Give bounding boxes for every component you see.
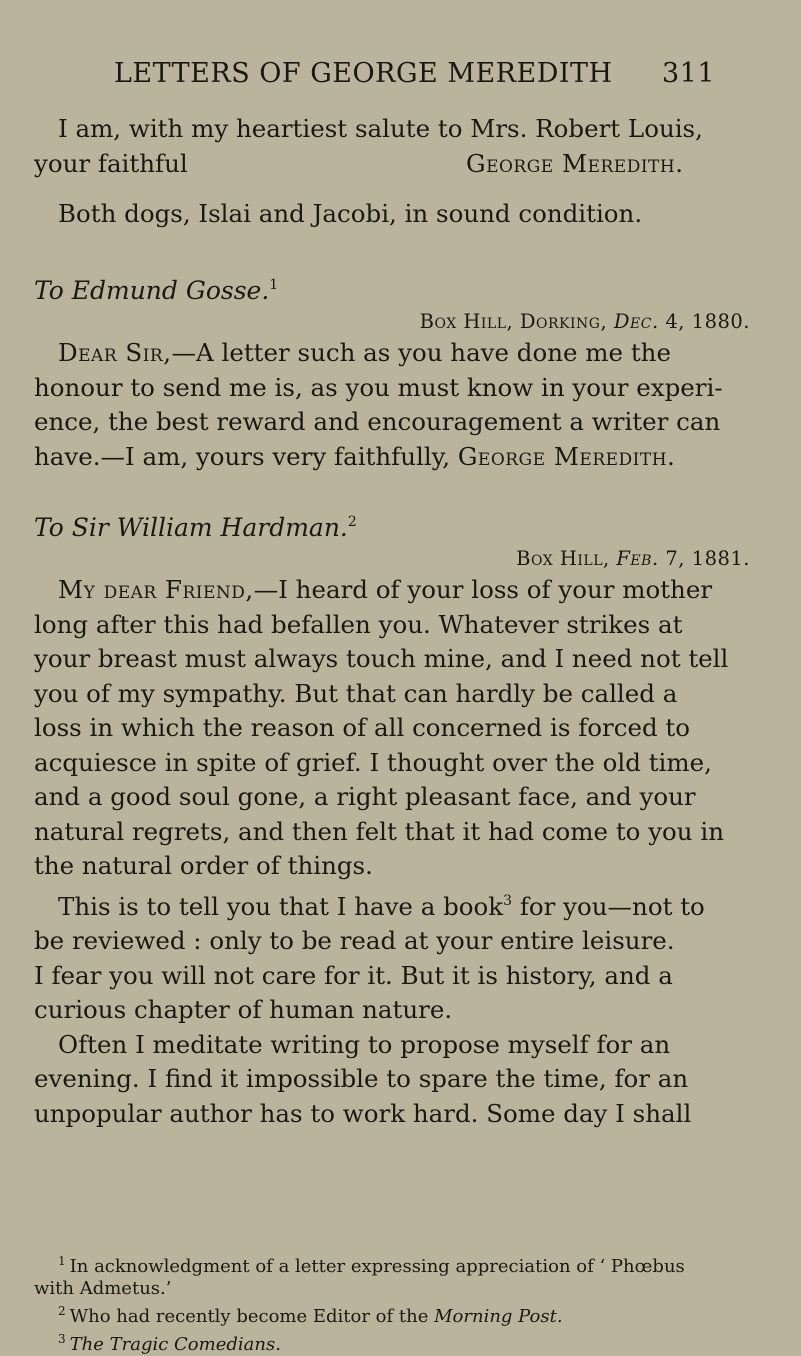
letter-text: —I heard of your loss of your mother — [253, 575, 713, 604]
letter-line: your breast must always touch mine, and I need not tell — [34, 644, 729, 673]
closing-line: I am, with my heartiest salute to Mrs. Robert Louis, — [58, 114, 703, 143]
running-head-title: LETTERS OF GEORGE MEREDITH — [114, 58, 613, 89]
footnote-2 — [34, 1300, 774, 1328]
footnote-ref: 2 — [347, 514, 357, 530]
letter-signature: George Meredith. — [457, 441, 676, 471]
footnote-3 — [34, 1328, 774, 1356]
letter-line: Often I meditate writing to propose myself for an — [58, 1029, 671, 1059]
footnote-italic: Morning Post. — [434, 1306, 563, 1327]
closing-signature: George Meredith. — [466, 148, 684, 178]
letter-line: long after this had befallen you. Whatever strikes at — [34, 609, 683, 639]
letter-line: and a good soul gone, a right pleasant face, and your — [34, 782, 696, 811]
footnote-mark: 2 — [58, 1304, 66, 1318]
footnote-ref: 1 — [269, 277, 279, 293]
letter-date-month: Dec. — [613, 310, 659, 333]
letter-heading — [34, 268, 774, 308]
letter-line — [34, 573, 774, 608]
letter-place: Box Hill, Dorking, — [419, 310, 608, 333]
running-head — [0, 58, 801, 98]
letter-heading-text: To Edmund Gosse. — [34, 276, 270, 305]
letter-line: honour to send me is, as you must know in your experi- — [34, 372, 723, 402]
letter-line: ence, the best reward and encouragement a writer can — [34, 407, 721, 436]
letter-line: be reviewed : only to be read at your entire leisure. — [34, 926, 675, 955]
letter-text: for you—not to — [512, 891, 705, 921]
footnote-1 — [34, 1250, 774, 1278]
footnote-ref: 3 — [503, 892, 513, 909]
letter-heading — [34, 505, 774, 545]
letter-text: have.—I am, yours very faithfully, — [34, 441, 451, 471]
footnote-mark: 3 — [58, 1332, 66, 1346]
letter-to-gosse — [34, 268, 774, 474]
footnote-mark: 1 — [58, 1254, 66, 1268]
letter-date: 7, 1881. — [665, 547, 750, 570]
letter-line — [34, 884, 774, 925]
page-number: 311 — [662, 58, 716, 89]
letter-date-month: Feb. — [616, 547, 659, 570]
letter-line: evening. I find it impossible to spare the time, for an — [34, 1064, 689, 1093]
footnotes — [34, 1250, 774, 1356]
letter-line: the natural order of things. — [34, 851, 373, 880]
letter-line: you of my sympathy. But that can hardly be called a — [34, 678, 678, 708]
letter-line — [34, 440, 774, 475]
closing-signature-line — [34, 147, 774, 182]
letter-line: I fear you will not care for it. But it is history, and a — [34, 960, 673, 990]
letter-text: This is to tell you that I have a book — [58, 891, 504, 921]
letter-line — [34, 336, 774, 371]
letter-line: curious chapter of human nature. — [34, 995, 453, 1024]
postscript: Both dogs, Islai and Jacobi, in sound condition. — [58, 199, 643, 228]
salutation: Dear Sir, — [58, 338, 172, 367]
letter-place-date — [34, 308, 774, 336]
letter-heading-text: To Sir William Hardman. — [34, 513, 348, 542]
letter-place-date — [34, 545, 774, 573]
footnote-text: In acknowledgment of a letter expressing appreciation of ‘ Phœbus — [69, 1256, 685, 1277]
footnote-1-continued: with Admetus.’ — [34, 1278, 172, 1299]
footnote-italic: The Tragic Comedians. — [69, 1334, 281, 1355]
letter-to-hardman — [34, 505, 774, 1131]
letter-line: acquiesce in spite of grief. I thought over the old time, — [34, 747, 712, 777]
closing-valediction: your faithful — [34, 148, 188, 178]
letter-line: unpopular author has to work hard. Some day I shall — [34, 1098, 692, 1128]
letter-line: loss in which the reason of all concerned is forced to — [34, 713, 691, 742]
closing-block — [34, 112, 774, 232]
letter-date: 4, 1880. — [665, 310, 750, 333]
footnote-text: Who had recently become Editor of the — [69, 1306, 435, 1327]
salutation: My dear Friend, — [58, 575, 254, 604]
letter-place: Box Hill, — [516, 547, 610, 570]
letter-line: natural regrets, and then felt that it had come to you in — [34, 816, 724, 846]
letter-text: —A letter such as you have done me the — [171, 338, 671, 367]
